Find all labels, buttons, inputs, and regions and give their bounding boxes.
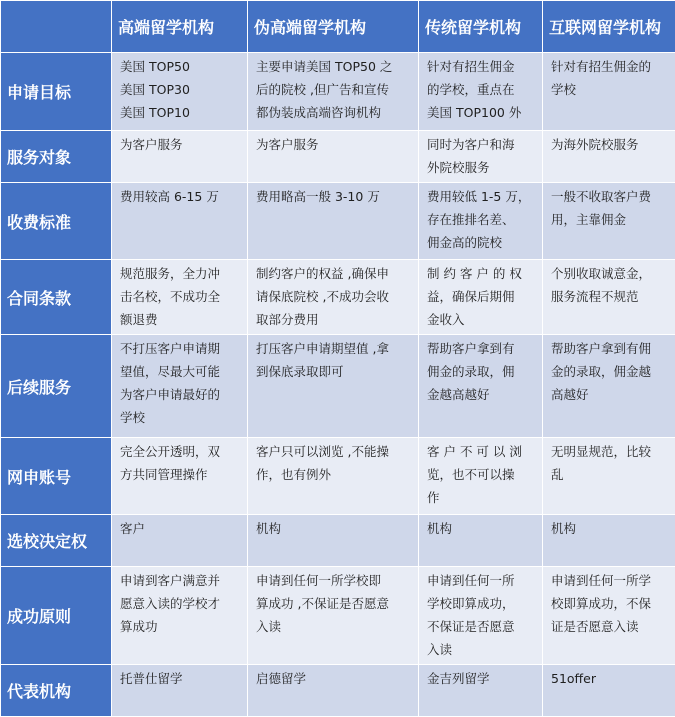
table-cell bbox=[248, 53, 419, 131]
cell-text-line: 乱 bbox=[551, 463, 669, 486]
row-header: 申请目标 bbox=[1, 53, 112, 131]
cell-text-line: 金的录取，佣金越 bbox=[551, 360, 669, 383]
cell-text-line: 后的院校 ,但广告和宣传 bbox=[256, 78, 412, 101]
cell-text-line: 机构 bbox=[551, 517, 669, 540]
cell-text-line: 入读 bbox=[256, 615, 412, 638]
cell-text-line: 览，也不可以操 bbox=[427, 463, 536, 486]
cell-text-line: 美国 TOP50 bbox=[120, 55, 241, 78]
cell-text-line: 美国 TOP30 bbox=[120, 78, 241, 101]
cell-text-line: 针对有招生佣金 bbox=[427, 55, 536, 78]
cell-text-line: 51offer bbox=[551, 667, 669, 690]
table-cell bbox=[248, 438, 419, 515]
cell-text-line: 算成功 ,不保证是否愿意 bbox=[256, 592, 412, 615]
cell-text-line: 无明显规范，比较 bbox=[551, 440, 669, 463]
cell-text-line: 用，主靠佣金 bbox=[551, 208, 669, 231]
table-cell bbox=[248, 567, 419, 665]
cell-text-line: 主要申请美国 TOP50 之 bbox=[256, 55, 412, 78]
cell-text-line: 申请到任何一所学校即 bbox=[256, 569, 412, 592]
cell-text-line: 额退费 bbox=[120, 308, 241, 331]
table-cell bbox=[248, 515, 419, 567]
cell-text-line: 托普仕留学 bbox=[120, 667, 241, 690]
header-row bbox=[1, 1, 675, 53]
cell-text-line: 击名校，不成功全 bbox=[120, 285, 241, 308]
column-header: 传统留学机构 bbox=[419, 1, 543, 53]
row-header: 收费标准 bbox=[1, 183, 112, 260]
cell-text-line: 客 户 不 可 以 浏 bbox=[427, 440, 536, 463]
table-cell bbox=[419, 53, 543, 131]
cell-text-line: 高越好 bbox=[551, 383, 669, 406]
cell-text-line: 为客户服务 bbox=[256, 133, 412, 156]
table-cell bbox=[543, 438, 675, 515]
table-cell bbox=[419, 260, 543, 335]
table-row bbox=[1, 438, 675, 515]
table-cell bbox=[543, 515, 675, 567]
cell-text-line: 算成功 bbox=[120, 615, 241, 638]
cell-text-line: 作 bbox=[427, 486, 536, 509]
cell-text-line: 打压客户申请期望值 ,拿 bbox=[256, 337, 412, 360]
table-cell bbox=[248, 131, 419, 183]
cell-text-line: 请保底院校 ,不成功会收 bbox=[256, 285, 412, 308]
cell-text-line: 入读 bbox=[427, 638, 536, 661]
cell-text-line: 金越高越好 bbox=[427, 383, 536, 406]
table-cell bbox=[112, 438, 248, 515]
table-cell bbox=[112, 665, 248, 717]
cell-text-line: 申请到客户满意并 bbox=[120, 569, 241, 592]
cell-text-line: 机构 bbox=[427, 517, 536, 540]
cell-text-line: 不保证是否愿意 bbox=[427, 615, 536, 638]
table-cell bbox=[419, 665, 543, 717]
table-cell bbox=[543, 260, 675, 335]
cell-text-line: 帮助客户拿到有 bbox=[427, 337, 536, 360]
cell-text-line: 学校即算成功， bbox=[427, 592, 536, 615]
cell-text-line: 帮助客户拿到有佣 bbox=[551, 337, 669, 360]
cell-text-line: 个别收取诚意金， bbox=[551, 262, 669, 285]
column-header: 高端留学机构 bbox=[112, 1, 248, 53]
table-cell bbox=[543, 665, 675, 717]
row-header: 服务对象 bbox=[1, 131, 112, 183]
cell-text-line: 费用略高一般 3-10 万 bbox=[256, 185, 412, 208]
table-row bbox=[1, 260, 675, 335]
column-header: 伪高端留学机构 bbox=[248, 1, 419, 53]
table-cell bbox=[112, 260, 248, 335]
corner-cell bbox=[1, 1, 112, 53]
table-cell bbox=[419, 567, 543, 665]
row-header: 代表机构 bbox=[1, 665, 112, 717]
cell-text-line: 费用较低 1-5 万， bbox=[427, 185, 536, 208]
table-cell bbox=[419, 131, 543, 183]
row-header: 合同条款 bbox=[1, 260, 112, 335]
cell-text-line: 美国 TOP100 外 bbox=[427, 101, 536, 124]
cell-text-line: 同时为客户和海 bbox=[427, 133, 536, 156]
cell-text-line: 金吉列留学 bbox=[427, 667, 536, 690]
cell-text-line: 为客户服务 bbox=[120, 133, 241, 156]
cell-text-line: 金收入 bbox=[427, 308, 536, 331]
table-row bbox=[1, 335, 675, 438]
cell-text-line: 制约客户的权益 ,确保申 bbox=[256, 262, 412, 285]
cell-text-line: 到保底录取即可 bbox=[256, 360, 412, 383]
cell-text-line: 不打压客户申请期 bbox=[120, 337, 241, 360]
cell-text-line: 益，确保后期佣 bbox=[427, 285, 536, 308]
table-cell bbox=[248, 183, 419, 260]
table-cell bbox=[112, 335, 248, 438]
cell-text-line: 费用较高 6-15 万 bbox=[120, 185, 241, 208]
cell-text-line: 针对有招生佣金的 bbox=[551, 55, 669, 78]
table-cell bbox=[419, 515, 543, 567]
table-cell bbox=[248, 260, 419, 335]
table-cell bbox=[543, 335, 675, 438]
table-cell bbox=[543, 131, 675, 183]
table-row bbox=[1, 53, 675, 131]
cell-text-line: 取部分费用 bbox=[256, 308, 412, 331]
cell-text-line: 制 约 客 户 的 权 bbox=[427, 262, 536, 285]
cell-text-line: 作，也有例外 bbox=[256, 463, 412, 486]
cell-text-line: 愿意入读的学校才 bbox=[120, 592, 241, 615]
row-header: 成功原则 bbox=[1, 567, 112, 665]
table-cell bbox=[419, 335, 543, 438]
cell-text-line: 客户只可以浏览 ,不能操 bbox=[256, 440, 412, 463]
cell-text-line: 都伪装成高端咨询机构 bbox=[256, 101, 412, 124]
table-cell bbox=[543, 567, 675, 665]
row-header: 后续服务 bbox=[1, 335, 112, 438]
cell-text-line: 佣金高的院校 bbox=[427, 231, 536, 254]
table-cell bbox=[112, 567, 248, 665]
cell-text-line: 一般不收取客户费 bbox=[551, 185, 669, 208]
row-header: 选校决定权 bbox=[1, 515, 112, 567]
table-cell bbox=[112, 515, 248, 567]
table-row bbox=[1, 665, 675, 717]
cell-text-line: 申请到任何一所学 bbox=[551, 569, 669, 592]
table-row bbox=[1, 183, 675, 260]
cell-text-line: 方共同管理操作 bbox=[120, 463, 241, 486]
cell-text-line: 为海外院校服务 bbox=[551, 133, 669, 156]
cell-text-line: 证是否愿意入读 bbox=[551, 615, 669, 638]
cell-text-line: 美国 TOP10 bbox=[120, 101, 241, 124]
table-cell bbox=[112, 131, 248, 183]
table-cell bbox=[248, 665, 419, 717]
cell-text-line: 为客户申请最好的 bbox=[120, 383, 241, 406]
table-cell bbox=[248, 335, 419, 438]
cell-text-line: 望值，尽最大可能 bbox=[120, 360, 241, 383]
table-cell bbox=[419, 183, 543, 260]
cell-text-line: 申请到任何一所 bbox=[427, 569, 536, 592]
table-cell bbox=[543, 183, 675, 260]
cell-text-line: 的学校，重点在 bbox=[427, 78, 536, 101]
cell-text-line: 外院校服务 bbox=[427, 156, 536, 179]
cell-text-line: 机构 bbox=[256, 517, 412, 540]
cell-text-line: 启德留学 bbox=[256, 667, 412, 690]
cell-text-line: 存在推排名差、 bbox=[427, 208, 536, 231]
cell-text-line: 服务流程不规范 bbox=[551, 285, 669, 308]
table-cell bbox=[419, 438, 543, 515]
table-row bbox=[1, 515, 675, 567]
cell-text-line: 规范服务，全力冲 bbox=[120, 262, 241, 285]
column-header: 互联网留学机构 bbox=[543, 1, 675, 53]
cell-text-line: 学校 bbox=[120, 406, 241, 429]
table-row bbox=[1, 567, 675, 665]
table-cell bbox=[112, 183, 248, 260]
row-header: 网申账号 bbox=[1, 438, 112, 515]
cell-text-line: 学校 bbox=[551, 78, 669, 101]
cell-text-line: 客户 bbox=[120, 517, 241, 540]
cell-text-line: 完全公开透明，双 bbox=[120, 440, 241, 463]
table-cell bbox=[543, 53, 675, 131]
cell-text-line: 佣金的录取，佣 bbox=[427, 360, 536, 383]
table-row bbox=[1, 131, 675, 183]
table-cell bbox=[112, 53, 248, 131]
cell-text-line: 校即算成功，不保 bbox=[551, 592, 669, 615]
